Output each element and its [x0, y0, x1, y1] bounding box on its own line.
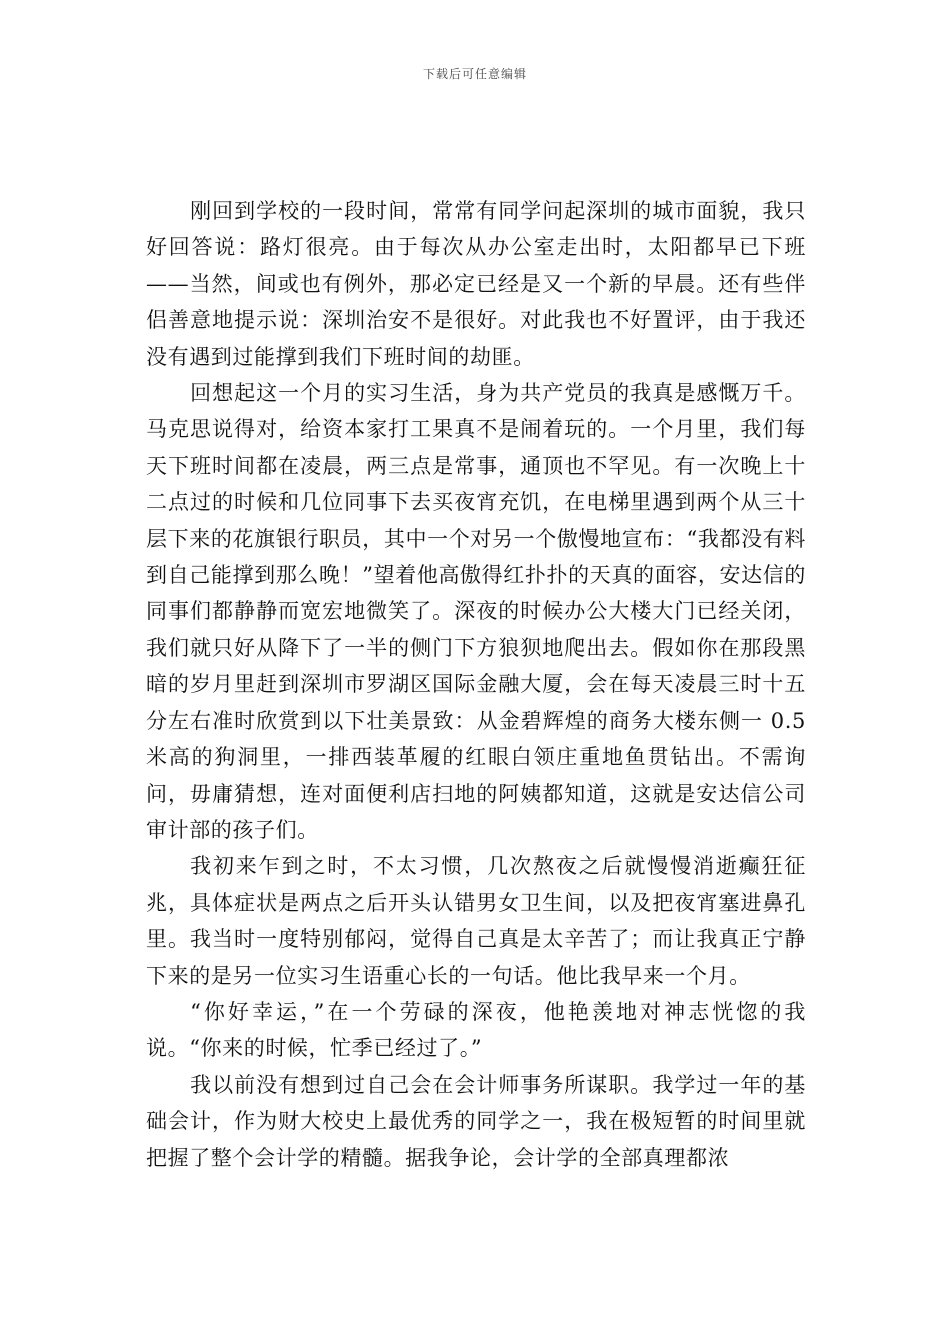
paragraph: 刚回到学校的一段时间，常常有同学问起深圳的城市面貌，我只好回答说：路灯很亮。由于每次从办公室走出时，太阳都早已下班——当然，间或也有例外，那必定已经是又一个新的早晨。还有些伴侣善意地提示说：深圳治安不是很好。对此我也不好置评，由于我还没有遇到过能撑到我们下班时间的劫匪。 [146, 199, 806, 369]
paragraph: 我以前没有想到过自己会在会计师事务所谋职。我学过一年的基础会计，作为财大校史上最优秀的同学之一，我在极短暂的时间里就把握了整个会计学的精髓。据我争论，会计学的全部真理都浓 [146, 1072, 806, 1170]
paragraph: 我初来乍到之时，不太习惯，几次熬夜之后就慢慢消逝癫狂征兆，具体症状是两点之后开头认错男女卫生间，以及把夜宵塞进鼻孔里。我当时一度特别郁闷，觉得自己真是太辛苦了；而让我真正宁静下来的是另一位实习生语重心长的一句话。他比我早来一个月。 [146, 854, 806, 988]
paragraph: “你好幸运，”在一个劳碌的深夜，他艳羡地对神志恍惚的我说。“你来的时候，忙季已经过了。” [146, 999, 806, 1061]
paragraph: 回想起这一个月的实习生活，身为共产党员的我真是感慨万千。马克思说得对，给资本家打工果真不是闹着玩的。一个月里，我们每天下班时间都在凌晨，两三点是常事，通顶也不罕见。有一次晚上十二点过的时候和几位同事下去买夜宵充饥，在电梯里遇到两个从三十层下来的花旗银行职员，其中一个对另一个傲慢地宣布：“我都没有料到自己能撑到那么晚！”望着他高傲得红扑扑的天真的面容，安达信的同事们都静静而宽宏地微笑了。深夜的时候办公大楼大门已经关闭，我们就只好从降下了一半的侧门下方狼狈地爬出去。假如你在那段黑暗的岁月里赶到深圳市罗湖区国际金融大厦，会在每天凌晨三时十五分左右准时欣赏到以下壮美景致：从金碧辉煌的商务大楼东侧一 0.5 米高的狗洞里，一排西装革履的红眼白领庄重地鱼贯钻出。不需询问，毋庸猜想，连对面便利店扫地的阿姨都知道，这就是安达信公司审计部的孩子们。 [146, 381, 806, 842]
page-header: 下载后可任意编辑 [422, 67, 527, 81]
document-body [146, 193, 806, 1176]
